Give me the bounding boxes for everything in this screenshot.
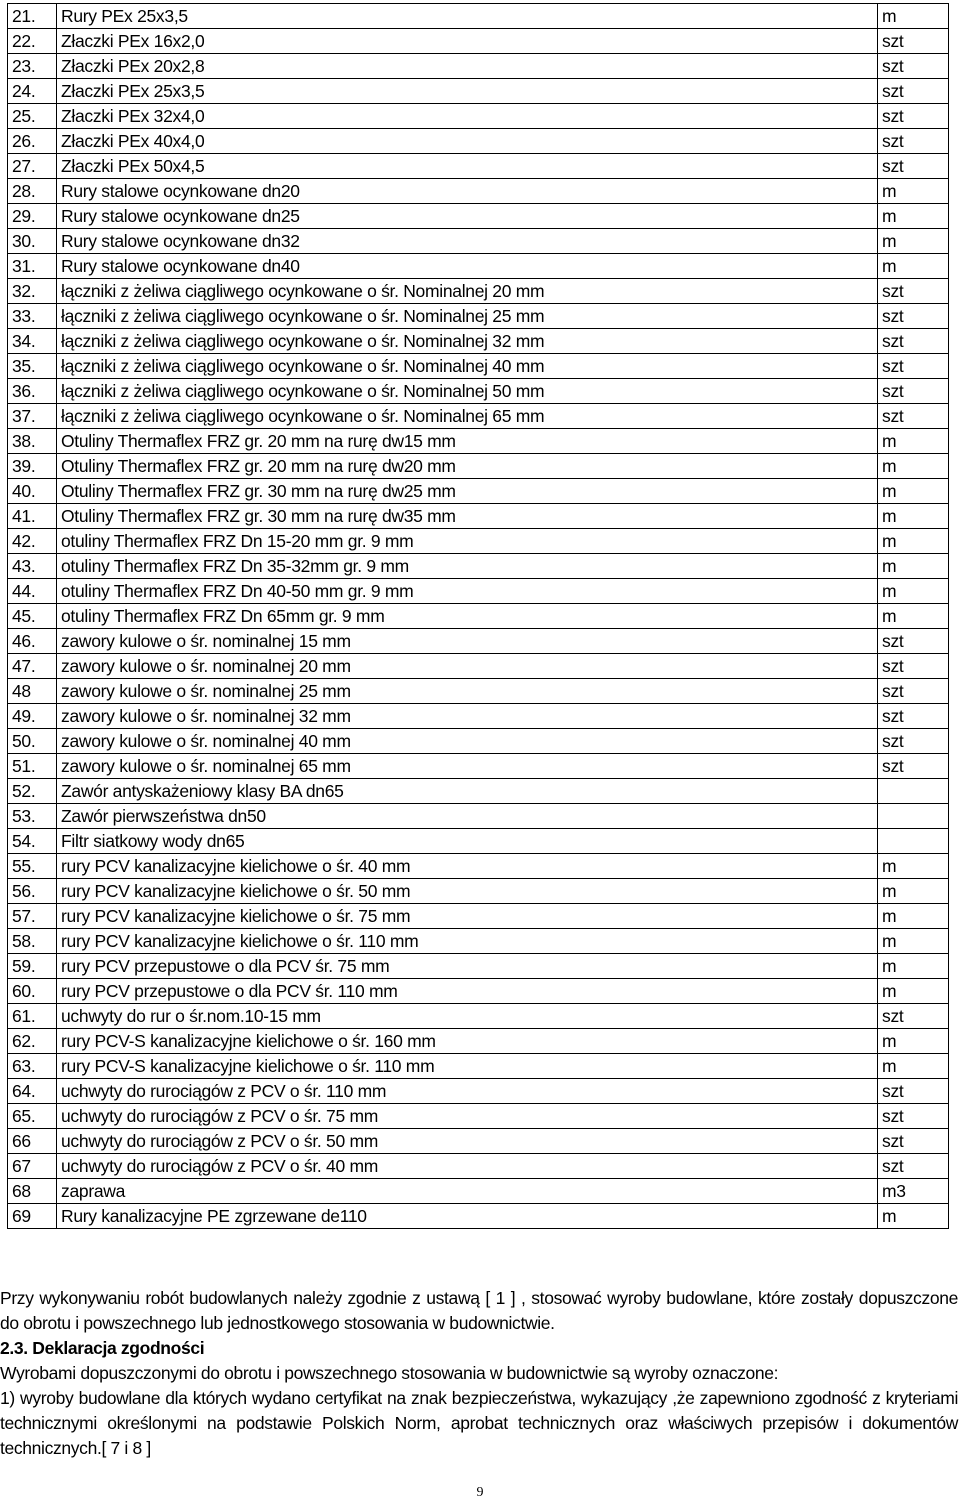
row-unit: szt	[878, 354, 949, 379]
row-description: rury PCV kanalizacyjne kielichowe o śr. 75 mm	[57, 904, 878, 929]
row-description: Zawór antyskażeniowy klasy BA dn65	[57, 779, 878, 804]
row-description: Rury stalowe ocynkowane dn20	[57, 179, 878, 204]
row-number: 41.	[8, 504, 57, 529]
table-row	[8, 329, 949, 354]
table-row	[8, 854, 949, 879]
table-row	[8, 629, 949, 654]
row-number: 44.	[8, 579, 57, 604]
row-unit: m	[878, 454, 949, 479]
row-number: 39.	[8, 454, 57, 479]
table-row	[8, 979, 949, 1004]
row-unit: szt	[878, 79, 949, 104]
row-number: 31.	[8, 254, 57, 279]
row-description: rury PCV kanalizacyjne kielichowe o śr. 110 mm	[57, 929, 878, 954]
table-row	[8, 554, 949, 579]
row-description: zawory kulowe o śr. nominalnej 40 mm	[57, 729, 878, 754]
row-number: 30.	[8, 229, 57, 254]
row-number: 24.	[8, 79, 57, 104]
row-unit: szt	[878, 1104, 949, 1129]
row-number: 32.	[8, 279, 57, 304]
row-unit: m	[878, 854, 949, 879]
row-description: Złaczki PEx 16x2,0	[57, 29, 878, 54]
table-row	[8, 229, 949, 254]
row-number: 21.	[8, 4, 57, 29]
row-number: 66	[8, 1129, 57, 1154]
row-number: 33.	[8, 304, 57, 329]
materials-table-body	[8, 4, 949, 1229]
row-number: 68	[8, 1179, 57, 1204]
row-unit: szt	[878, 1154, 949, 1179]
row-description: Rury PEx 25x3,5	[57, 4, 878, 29]
row-description: Rury stalowe ocynkowane dn25	[57, 204, 878, 229]
table-row	[8, 154, 949, 179]
row-description: zawory kulowe o śr. nominalnej 20 mm	[57, 654, 878, 679]
table-row	[8, 1204, 949, 1229]
row-unit: m	[878, 929, 949, 954]
row-unit: m	[878, 429, 949, 454]
table-row	[8, 104, 949, 129]
row-description: otuliny Thermaflex FRZ Dn 40-50 mm gr. 9 mm	[57, 579, 878, 604]
row-description: rury PCV przepustowe o dla PCV śr. 110 mm	[57, 979, 878, 1004]
row-description: Otuliny Thermaflex FRZ gr. 20 mm na rurę dw15 mm	[57, 429, 878, 454]
row-description: Złaczki PEx 32x4,0	[57, 104, 878, 129]
row-number: 53.	[8, 804, 57, 829]
row-unit: szt	[878, 1079, 949, 1104]
row-number: 69	[8, 1204, 57, 1229]
table-row	[8, 129, 949, 154]
row-description: uchwyty do rurociągów z PCV o śr. 50 mm	[57, 1129, 878, 1154]
table-row	[8, 304, 949, 329]
table-row	[8, 179, 949, 204]
row-description: uchwyty do rurociągów z PCV o śr. 40 mm	[57, 1154, 878, 1179]
row-number: 25.	[8, 104, 57, 129]
table-row	[8, 929, 949, 954]
row-unit: szt	[878, 29, 949, 54]
table-row	[8, 1104, 949, 1129]
table-row	[8, 429, 949, 454]
row-unit	[878, 829, 949, 854]
row-description: rury PCV-S kanalizacyjne kielichowe o śr. 160 mm	[57, 1029, 878, 1054]
row-unit: m	[878, 504, 949, 529]
row-number: 56.	[8, 879, 57, 904]
table-row	[8, 1029, 949, 1054]
table-row	[8, 454, 949, 479]
row-unit: m	[878, 879, 949, 904]
row-unit: szt	[878, 329, 949, 354]
row-unit: szt	[878, 279, 949, 304]
table-row	[8, 579, 949, 604]
row-number: 37.	[8, 404, 57, 429]
row-unit: m3	[878, 1179, 949, 1204]
row-description: zaprawa	[57, 1179, 878, 1204]
row-unit: szt	[878, 154, 949, 179]
row-number: 28.	[8, 179, 57, 204]
row-unit: m	[878, 1204, 949, 1229]
table-row	[8, 1179, 949, 1204]
row-description: Złaczki PEx 50x4,5	[57, 154, 878, 179]
row-number: 49.	[8, 704, 57, 729]
page-number: 9	[476, 1485, 484, 1500]
row-number: 22.	[8, 29, 57, 54]
row-number: 47.	[8, 654, 57, 679]
row-unit: m	[878, 229, 949, 254]
row-number: 62.	[8, 1029, 57, 1054]
table-row	[8, 254, 949, 279]
row-description: Otuliny Thermaflex FRZ gr. 30 mm na rurę dw25 mm	[57, 479, 878, 504]
row-number: 67	[8, 1154, 57, 1179]
row-number: 57.	[8, 904, 57, 929]
row-description: zawory kulowe o śr. nominalnej 65 mm	[57, 754, 878, 779]
row-description: zawory kulowe o śr. nominalnej 25 mm	[57, 679, 878, 704]
row-number: 61.	[8, 1004, 57, 1029]
row-unit: szt	[878, 754, 949, 779]
row-number: 34.	[8, 329, 57, 354]
row-number: 45.	[8, 604, 57, 629]
table-row	[8, 504, 949, 529]
row-unit: m	[878, 554, 949, 579]
row-description: Złaczki PEx 40x4,0	[57, 129, 878, 154]
row-description: uchwyty do rur o śr.nom.10-15 mm	[57, 1004, 878, 1029]
row-description: Rury stalowe ocynkowane dn40	[57, 254, 878, 279]
row-unit: m	[878, 4, 949, 29]
row-description: Otuliny Thermaflex FRZ gr. 20 mm na rurę dw20 mm	[57, 454, 878, 479]
row-number: 36.	[8, 379, 57, 404]
paragraph-approved-products: Wyrobami dopuszczonymi do obrotu i powszechnego stosowania w budownictwie są wyroby oznaczone:	[0, 1363, 779, 1383]
table-row	[8, 354, 949, 379]
row-unit: szt	[878, 704, 949, 729]
row-unit: m	[878, 204, 949, 229]
row-unit: szt	[878, 679, 949, 704]
row-description: Złaczki PEx 25x3,5	[57, 79, 878, 104]
table-row	[8, 1004, 949, 1029]
table-row	[8, 54, 949, 79]
table-row	[8, 604, 949, 629]
section-heading: 2.3. Deklaracja zgodności	[0, 1338, 205, 1358]
table-row	[8, 754, 949, 779]
row-description: uchwyty do rurociągów z PCV o śr. 110 mm	[57, 1079, 878, 1104]
row-unit	[878, 779, 949, 804]
row-description: rury PCV kanalizacyjne kielichowe o śr. 40 mm	[57, 854, 878, 879]
row-description: Otuliny Thermaflex FRZ gr. 30 mm na rurę dw35 mm	[57, 504, 878, 529]
row-unit: szt	[878, 404, 949, 429]
paragraph-certificate: 1) wyroby budowlane dla których wydano certyfikat na znak bezpieczeństwa, wykazujący ,że zapewniono zgodność z kryteriami technicznymi określonymi na podstawie Polskich Norm, aprobat technicznych oraz właściwych przepisów i dokumentów technicznych.[ 7 i 8 ]	[0, 1388, 958, 1458]
table-row	[8, 679, 949, 704]
row-number: 50.	[8, 729, 57, 754]
table-row	[8, 79, 949, 104]
row-number: 63.	[8, 1054, 57, 1079]
row-description: rury PCV przepustowe o dla PCV śr. 75 mm	[57, 954, 878, 979]
row-description: łączniki z żeliwa ciągliwego ocynkowane o śr. Nominalnej 25 mm	[57, 304, 878, 329]
materials-table	[7, 3, 949, 1229]
row-number: 55.	[8, 854, 57, 879]
row-unit: szt	[878, 304, 949, 329]
table-row	[8, 729, 949, 754]
table-row	[8, 829, 949, 854]
table-row	[8, 529, 949, 554]
row-description: Rury kanalizacyjne PE zgrzewane de110	[57, 1204, 878, 1229]
row-description: uchwyty do rurociągów z PCV o śr. 75 mm	[57, 1104, 878, 1129]
row-unit: m	[878, 529, 949, 554]
table-row	[8, 804, 949, 829]
table-row	[8, 1079, 949, 1104]
row-number: 40.	[8, 479, 57, 504]
table-row	[8, 1154, 949, 1179]
row-number: 60.	[8, 979, 57, 1004]
table-row	[8, 954, 949, 979]
row-unit: szt	[878, 379, 949, 404]
row-number: 23.	[8, 54, 57, 79]
row-unit: m	[878, 579, 949, 604]
table-row	[8, 879, 949, 904]
table-row	[8, 479, 949, 504]
row-unit: m	[878, 1054, 949, 1079]
row-number: 59.	[8, 954, 57, 979]
row-number: 46.	[8, 629, 57, 654]
table-row	[8, 29, 949, 54]
row-unit: szt	[878, 129, 949, 154]
row-number: 54.	[8, 829, 57, 854]
row-unit: m	[878, 904, 949, 929]
table-row	[8, 4, 949, 29]
row-number: 42.	[8, 529, 57, 554]
row-description: zawory kulowe o śr. nominalnej 32 mm	[57, 704, 878, 729]
row-unit: szt	[878, 1004, 949, 1029]
row-unit: m	[878, 604, 949, 629]
row-description: zawory kulowe o śr. nominalnej 15 mm	[57, 629, 878, 654]
row-unit: szt	[878, 1129, 949, 1154]
row-number: 35.	[8, 354, 57, 379]
row-description: rury PCV-S kanalizacyjne kielichowe o śr. 110 mm	[57, 1054, 878, 1079]
row-number: 38.	[8, 429, 57, 454]
table-row	[8, 654, 949, 679]
row-number: 27.	[8, 154, 57, 179]
row-description: łączniki z żeliwa ciągliwego ocynkowane o śr. Nominalnej 65 mm	[57, 404, 878, 429]
row-description: Rury stalowe ocynkowane dn32	[57, 229, 878, 254]
table-row	[8, 379, 949, 404]
row-unit: szt	[878, 54, 949, 79]
table-row	[8, 279, 949, 304]
row-number: 26.	[8, 129, 57, 154]
row-unit: szt	[878, 729, 949, 754]
row-description: otuliny Thermaflex FRZ Dn 35-32mm gr. 9 mm	[57, 554, 878, 579]
row-description: łączniki z żeliwa ciągliwego ocynkowane o śr. Nominalnej 20 mm	[57, 279, 878, 304]
table-row	[8, 204, 949, 229]
row-unit: m	[878, 479, 949, 504]
row-description: rury PCV kanalizacyjne kielichowe o śr. 50 mm	[57, 879, 878, 904]
row-unit: m	[878, 954, 949, 979]
table-row	[8, 1054, 949, 1079]
table-row	[8, 404, 949, 429]
table-row	[8, 704, 949, 729]
row-number: 65.	[8, 1104, 57, 1129]
row-number: 43.	[8, 554, 57, 579]
row-number: 64.	[8, 1079, 57, 1104]
row-description: Filtr siatkowy wody dn65	[57, 829, 878, 854]
paragraph-regulation: Przy wykonywaniu robót budowlanych należy zgodnie z ustawą [ 1 ] , stosować wyroby budowlane, które zostały dopuszczone do obrotu i powszechnego lub jednostkowego stosowania w budownictwie.	[0, 1288, 958, 1333]
row-description: Zawór pierwszeństwa dn50	[57, 804, 878, 829]
row-number: 48	[8, 679, 57, 704]
row-number: 51.	[8, 754, 57, 779]
table-row	[8, 904, 949, 929]
row-unit: m	[878, 254, 949, 279]
row-unit: szt	[878, 104, 949, 129]
row-number: 29.	[8, 204, 57, 229]
row-unit: m	[878, 1029, 949, 1054]
row-description: łączniki z żeliwa ciągliwego ocynkowane o śr. Nominalnej 40 mm	[57, 354, 878, 379]
row-description: łączniki z żeliwa ciągliwego ocynkowane o śr. Nominalnej 50 mm	[57, 379, 878, 404]
row-description: Złaczki PEx 20x2,8	[57, 54, 878, 79]
row-description: otuliny Thermaflex FRZ Dn 65mm gr. 9 mm	[57, 604, 878, 629]
row-number: 58.	[8, 929, 57, 954]
row-description: otuliny Thermaflex FRZ Dn 15-20 mm gr. 9 mm	[57, 529, 878, 554]
row-description: łączniki z żeliwa ciągliwego ocynkowane o śr. Nominalnej 32 mm	[57, 329, 878, 354]
table-row	[8, 1129, 949, 1154]
row-unit: szt	[878, 654, 949, 679]
row-unit: m	[878, 179, 949, 204]
row-unit: m	[878, 979, 949, 1004]
row-number: 52.	[8, 779, 57, 804]
row-unit: szt	[878, 629, 949, 654]
table-row	[8, 779, 949, 804]
row-unit	[878, 804, 949, 829]
